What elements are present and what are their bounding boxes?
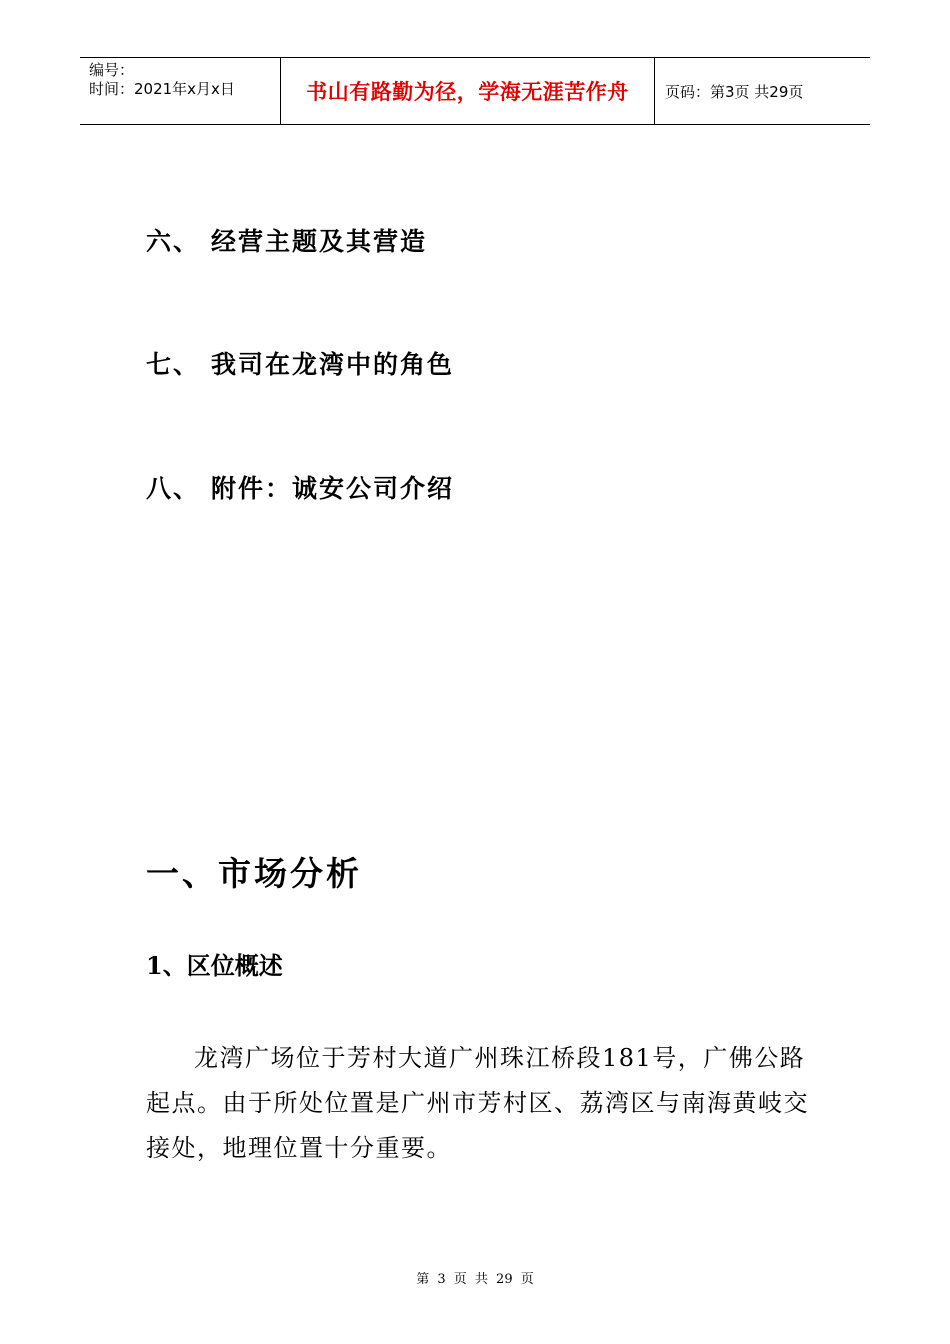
header-motto-cell — [281, 58, 655, 124]
page-footer: 第 3 页 共 29 页 — [416, 1272, 534, 1287]
toc-item-8 — [146, 469, 454, 505]
toc-item-title: 附件：诚安公司介绍 — [211, 474, 455, 503]
toc-item-6 — [146, 222, 427, 258]
toc-item-number: 八、 — [146, 474, 201, 503]
toc-item-number: 七、 — [146, 350, 201, 379]
subsection-heading: 1、区位概述 — [146, 951, 283, 980]
header-meta-cell — [80, 58, 281, 124]
toc-item-title: 我司在龙湾中的角色 — [211, 350, 455, 379]
header-page-cell — [655, 58, 870, 124]
header-page-info: 页码：第3页 共29页 — [665, 82, 804, 101]
page-header — [80, 57, 870, 125]
document-number-label: 编号： — [89, 61, 135, 79]
header-motto: 书山有路勤为径，学海无涯苦作舟 — [306, 80, 629, 104]
document-time-label: 时间：2021年x月x日 — [89, 80, 235, 98]
toc-item-7 — [146, 345, 454, 381]
section-heading: 一、市场分析 — [146, 854, 362, 893]
body-paragraph: 龙湾广场位于芳村大道广州珠江桥段181号，广佛公路起点。由于所处位置是广州市芳村区、荔湾区与南海黄岐交接处，地理位置十分重要。 — [146, 1044, 809, 1162]
toc-item-number: 六、 — [146, 227, 201, 256]
toc-item-title: 经营主题及其营造 — [211, 227, 428, 256]
